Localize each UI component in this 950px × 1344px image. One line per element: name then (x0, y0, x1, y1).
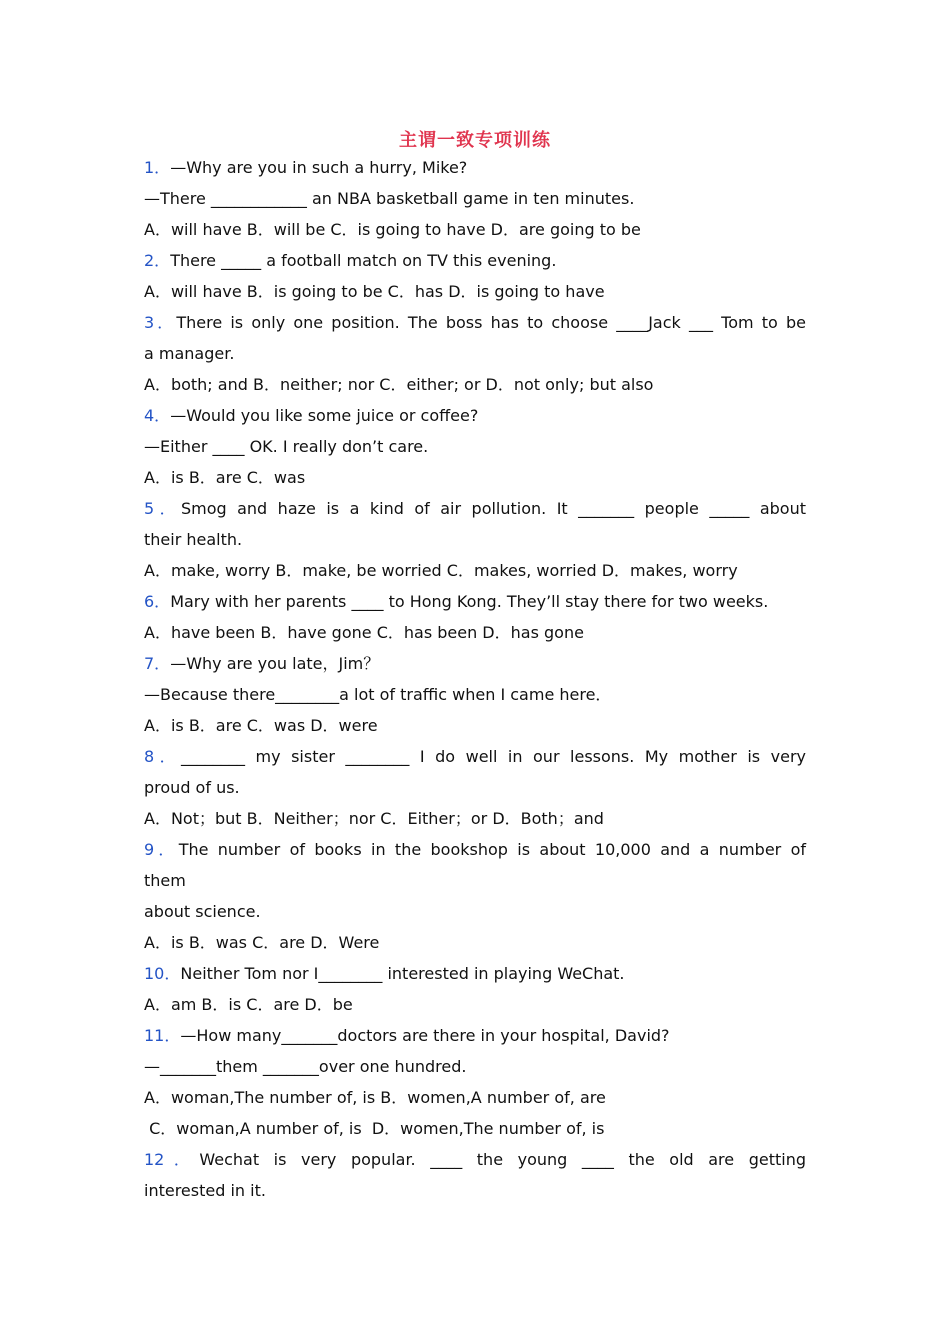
q9-line-2: them (144, 871, 186, 890)
question-number: 2． (144, 251, 171, 270)
q2-options: A．will have B．is going to be C．has D．is going to have (144, 282, 605, 301)
q11-line-2: —_______them _______over one hundred. (144, 1057, 467, 1076)
q9-line-3: about science. (144, 902, 261, 921)
q11-options-2: C．woman,A number of, is D．women,The number of, is (144, 1119, 605, 1138)
q8-line-2: proud of us. (144, 778, 240, 797)
question-number: 12． (144, 1150, 200, 1169)
q6-options: A．have been B．have gone C．has been D．has gone (144, 623, 584, 642)
q6-line-1 (144, 586, 806, 617)
q5-options: A．make, worry B．make, be worried C．makes, worried D．makes, worry (144, 561, 738, 580)
q3-line-1 (144, 307, 806, 338)
question-number: 7． (144, 654, 171, 673)
q8-options: A．Not；but B．Neither；nor C．Either；or D．Both；and (144, 809, 604, 828)
q10-options: A．am B．is C．are D．be (144, 995, 353, 1014)
q4-line-2: —Either ____ OK. I really don’t care. (144, 437, 429, 456)
q12-line-2: interested in it. (144, 1181, 266, 1200)
question-text: —Why are you late，Jim？ (170, 654, 380, 673)
question-text: Wechat is very popular. ____ the young ____ the old are getting (199, 1150, 806, 1169)
question-text: Mary with her parents ____ to Hong Kong. They’ll stay there for two weeks. (170, 592, 769, 611)
q7-line-1 (144, 648, 806, 679)
q5-line-1 (144, 493, 806, 524)
q2-line-1 (144, 245, 806, 276)
q11-options-1: A．woman,The number of, is B．women,A number of, are (144, 1088, 606, 1107)
question-number: 6． (144, 592, 171, 611)
question-number: 3． (144, 313, 177, 332)
question-text: There _____ a football match on TV this evening. (170, 251, 557, 270)
question-number: 11． (144, 1026, 181, 1045)
question-number: 9． (144, 840, 179, 859)
q1-line-1 (144, 152, 806, 183)
q9-line-1 (144, 834, 806, 865)
question-text: Neither Tom nor I________ interested in playing WeChat. (180, 964, 625, 983)
q7-options: A．is B．are C．was D．were (144, 716, 378, 735)
question-text: Smog and haze is a kind of air pollution. It _______ people _____ about (180, 499, 806, 518)
question-number: 1． (144, 158, 171, 177)
question-text: —How many_______doctors are there in your hospital, David? (180, 1026, 670, 1045)
question-text: The number of books in the bookshop is about 10,000 and a number of (178, 840, 806, 859)
q9-options: A．is B．was C．are D．Were (144, 933, 380, 952)
page-title: 主谓一致专项训练 (399, 130, 551, 151)
q11-line-1 (144, 1020, 806, 1051)
q3-options: A．both; and B．neither; nor C．either; or D．not only; but also (144, 375, 654, 394)
question-list (144, 152, 806, 1206)
q8-line-1 (144, 741, 806, 772)
question-number: 10． (144, 964, 181, 983)
q1-line-2: —There ____________ an NBA basketball game in ten minutes. (144, 189, 635, 208)
question-number: 8． (144, 747, 182, 766)
question-text: —Would you like some juice or coffee? (170, 406, 479, 425)
q4-line-1 (144, 400, 806, 431)
q3-line-2: a manager. (144, 344, 235, 363)
question-number: 5． (144, 499, 181, 518)
question-text: There is only one position. The boss has to choose ____Jack ___ Tom to be (176, 313, 806, 332)
q10-line-1 (144, 958, 806, 989)
q1-options: A．will have B．will be C．is going to have D．are going to be (144, 220, 641, 239)
question-text: —Why are you in such a hurry, Mike? (170, 158, 468, 177)
q12-line-1 (144, 1144, 806, 1175)
question-number: 4． (144, 406, 171, 425)
q7-line-2: —Because there________a lot of traffic when I came here． (144, 685, 612, 704)
q4-options: A．is B．are C．was (144, 468, 306, 487)
q5-line-2: their health. (144, 530, 243, 549)
question-text: ________ my sister ________ I do well in our lessons. My mother is very (181, 747, 807, 766)
